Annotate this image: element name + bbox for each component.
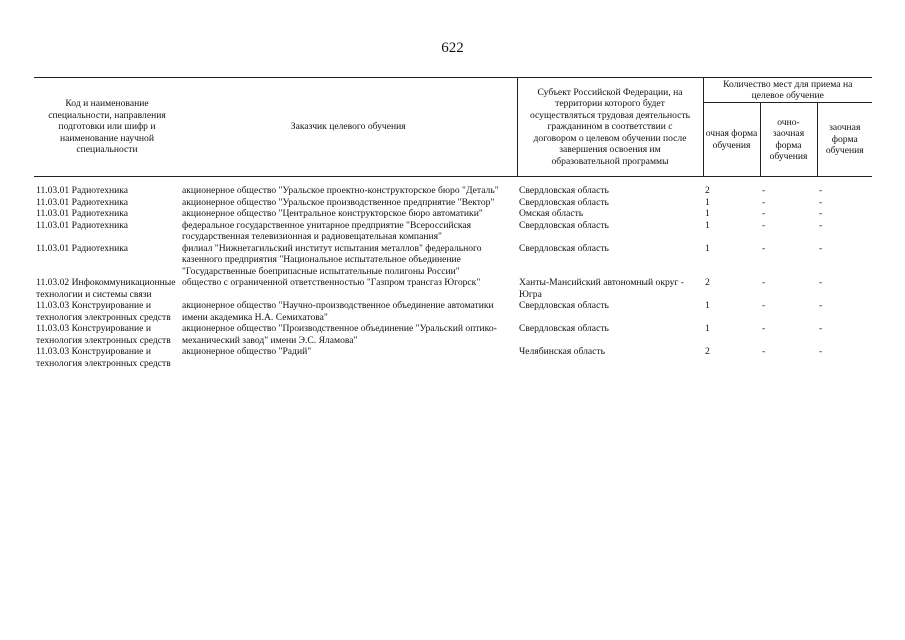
cell-code: 11.03.03 Конструирование и технология электронных средств: [36, 346, 171, 369]
cell-full-time: 2: [705, 277, 710, 288]
table-row: [34, 346, 872, 369]
cell-part-time: -: [762, 277, 766, 288]
cell-distance: -: [819, 219, 823, 231]
cell-full-time: 1: [705, 208, 710, 219]
cell-distance: -: [819, 196, 823, 208]
header-distance: заочная форма обучения: [817, 103, 872, 177]
table-row: [34, 300, 872, 323]
cell-code: 11.03.01 Радиотехника: [36, 185, 129, 196]
cell-code: 11.03.03 Конструирование и технология электронных средств: [36, 323, 171, 346]
table-row: [34, 323, 872, 346]
table-row: [34, 197, 872, 209]
cell-region: Свердловская область: [519, 219, 609, 231]
cell-distance: -: [819, 300, 823, 311]
header-customer: Заказчик целевого обучения: [180, 78, 517, 177]
cell-region: Свердловская область: [519, 196, 609, 208]
cell-customer: акционерное общество "Научно-производственное объединение автоматики имени академика Н.А. Семихатова": [182, 300, 494, 323]
cell-full-time: 1: [705, 196, 710, 208]
header-full-time: очная форма обучения: [703, 103, 760, 177]
cell-full-time: 2: [705, 185, 710, 196]
table-row: [34, 243, 872, 278]
table-row: [34, 185, 872, 197]
header-region: Субъект Российской Федерации, на территории которого будет осуществляться трудовая деятельность гражданином в соответствии с договором о целевом обучении после завершения освоения им образовательной программы: [517, 78, 703, 177]
cell-distance: -: [819, 277, 823, 288]
cell-part-time: -: [762, 196, 766, 208]
cell-code: 11.03.01 Радиотехника: [36, 208, 129, 219]
cell-full-time: 1: [705, 323, 710, 334]
header-places: Количество мест для приема на целевое обучение: [703, 78, 872, 103]
cell-region: Свердловская область: [519, 242, 609, 254]
cell-full-time: 2: [705, 346, 710, 357]
cell-region: Челябинская область: [519, 346, 605, 357]
header-part-time: очно-заочная форма обучения: [760, 103, 817, 177]
cell-region: Свердловская область: [519, 323, 609, 334]
cell-region: Ханты-Мансийский автономный округ - Югра: [519, 277, 684, 300]
cell-customer: акционерное общество "Центральное конструкторское бюро автоматики": [182, 208, 483, 219]
table-header: [34, 78, 872, 177]
page-number: 622: [441, 40, 464, 56]
cell-distance: -: [819, 346, 823, 357]
header-code: Код и наименование специальности, направления подготовки или шифр и наименование научной специальности: [34, 78, 180, 177]
cell-customer: федеральное государственное унитарное предприятие "Всероссийская государственная телевизионная и радиовещательная компания": [182, 219, 472, 242]
table-row: [34, 220, 872, 243]
cell-customer: акционерное общество "Производственное объединение "Уральский оптико-механический завод" имени Э.С. Яламова": [182, 323, 497, 346]
cell-code: 11.03.01 Радиотехника: [36, 196, 129, 208]
cell-part-time: -: [762, 346, 766, 357]
cell-full-time: 1: [705, 219, 710, 231]
cell-region: Свердловская область: [519, 300, 609, 311]
cell-part-time: -: [762, 300, 766, 311]
cell-distance: -: [819, 323, 823, 334]
cell-customer: общество с ограниченной ответственностью "Газпром трансгаз Югорск": [182, 277, 481, 288]
cell-distance: -: [819, 242, 823, 254]
cell-code: 11.03.01 Радиотехника: [36, 242, 129, 254]
cell-customer: акционерное общество "Уральское проектно-конструкторское бюро "Деталь": [182, 185, 499, 196]
cell-customer: акционерное общество "Радий": [182, 346, 312, 357]
cell-distance: -: [819, 208, 823, 219]
table-body: [34, 177, 872, 370]
cell-part-time: -: [762, 208, 766, 219]
cell-region: Свердловская область: [519, 185, 609, 196]
cell-part-time: -: [762, 185, 766, 196]
cell-part-time: -: [762, 219, 766, 231]
cell-code: 11.03.03 Конструирование и технология электронных средств: [36, 300, 171, 323]
cell-part-time: -: [762, 323, 766, 334]
cell-full-time: 1: [705, 242, 710, 254]
table-row: [34, 277, 872, 300]
cell-customer: филиал "Нижнетагильский институт испытания металлов" федерального казенного предприятия "Национальное испытательное объединение "Государственные боеприпасные испытательные полигоны России": [182, 242, 482, 277]
cell-code: 11.03.02 Инфокоммуникационные технологии и системы связи: [36, 277, 176, 300]
table-row: [34, 208, 872, 220]
cell-full-time: 1: [705, 300, 710, 311]
cell-distance: -: [819, 185, 823, 196]
cell-customer: акционерное общество "Уральское производственное предприятие "Вектор": [182, 196, 495, 208]
cell-part-time: -: [762, 242, 766, 254]
cell-region: Омская область: [519, 208, 584, 219]
allocation-table: [34, 77, 872, 369]
cell-code: 11.03.01 Радиотехника: [36, 219, 129, 231]
